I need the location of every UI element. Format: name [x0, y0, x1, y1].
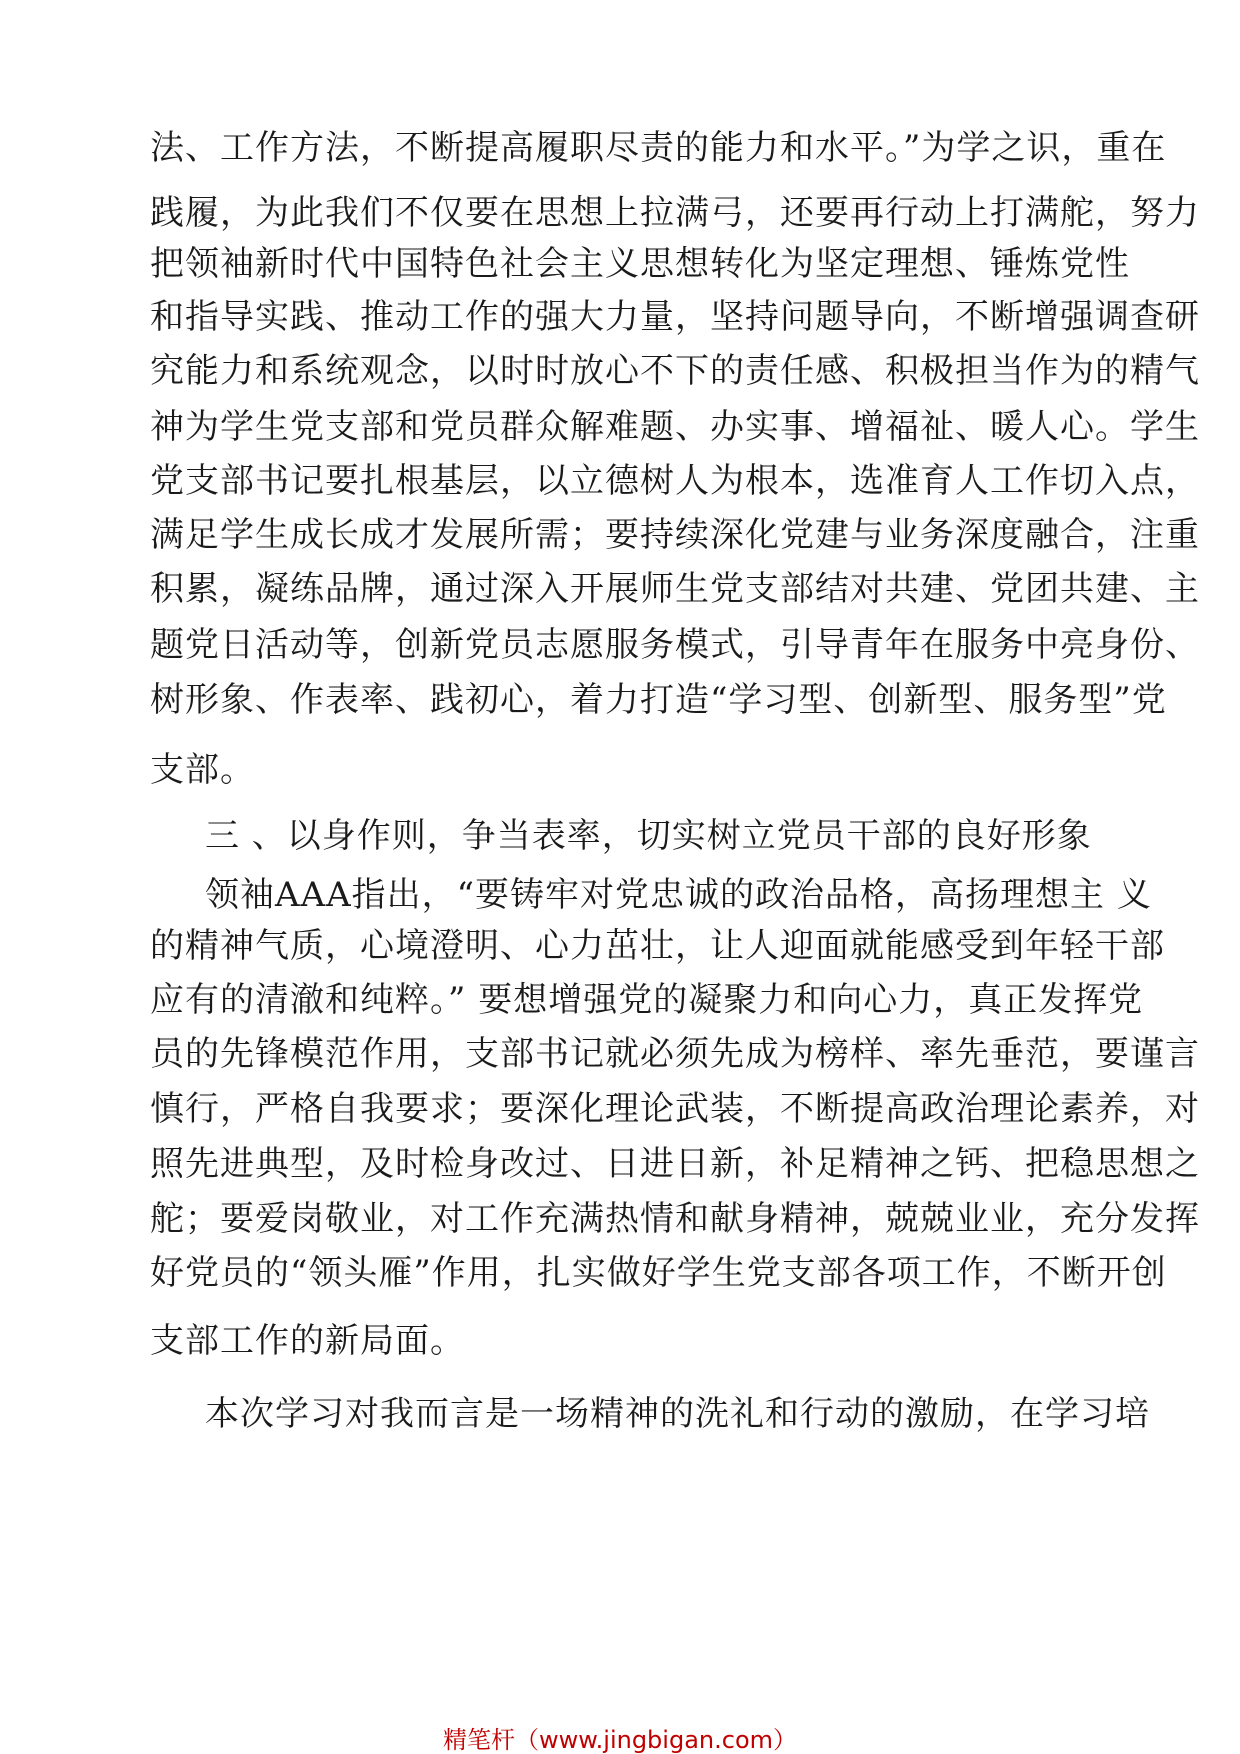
paragraph-line: 满足学生成长成才发展所需；要持续深化党建与业务深度融合，注重 — [150, 515, 1200, 555]
paragraph-line: 照先进典型，及时检身改过、日进日新，补足精神之钙、把稳思想之 — [150, 1144, 1200, 1184]
paragraph-line: 员的先锋模范作用，支部书记就必须先成为榜样、率先垂范，要谨言 — [150, 1034, 1200, 1074]
paragraph-line: 究能力和系统观念，以时时放心不下的责任感、积极担当作为的精气 — [150, 351, 1200, 391]
paragraph-line: 和指导实践、推动工作的强大力量，坚持问题导向，不断增强调查研 — [150, 297, 1200, 337]
paragraph-line: 好党员的“领头雁”作用，扎实做好学生党支部各项工作，不断开创 — [150, 1253, 1167, 1293]
paragraph-line: 应有的清澈和纯粹。” 要想增强党的凝聚力和向心力，真正发挥党 — [150, 980, 1144, 1020]
paragraph-line: 党支部书记要扎根基层，以立德树人为根本，选准育人工作切入点， — [150, 461, 1200, 501]
paragraph-line: 树形象、作表率、践初心，着力打造“学习型、创新型、服务型”党 — [150, 680, 1167, 720]
paragraph-line: 神为学生党支部和党员群众解难题、办实事、增福祉、暖人心。学生 — [150, 407, 1200, 447]
paragraph-line: 本次学习对我而言是一场精神的洗礼和行动的激励，在学习培 — [205, 1394, 1150, 1434]
paragraph-line: 舵；要爱岗敬业，对工作充满热情和献身精神，兢兢业业，充分发挥 — [150, 1199, 1200, 1239]
paragraph-line: 法、工作方法，不断提高履职尽责的能力和水平。”为学之识，重在 — [150, 128, 1167, 168]
paragraph-line: 支部。 — [150, 750, 255, 790]
paragraph-line: 的精神气质，心境澄明、心力茁壮，让人迎面就能感受到年轻干部 — [150, 926, 1165, 966]
paragraph-line: 题党日活动等，创新党员志愿服务模式，引导青年在服务中亮身份、 — [150, 625, 1200, 665]
paragraph-line: 领袖AAA指出，“要铸牢对党忠诚的政治品格，高扬理想主 义 — [205, 875, 1152, 915]
footer-watermark: 精笔杆（www.jingbigan.com） — [442, 1726, 798, 1754]
paragraph-line: 慎行，严格自我要求；要深化理论武装，不断提高政治理论素养，对 — [150, 1089, 1200, 1129]
section-heading: 三 、以身作则，争当表率，切实树立党员干部的良好形象 — [205, 816, 1092, 856]
paragraph-line: 积累，凝练品牌，通过深入开展师生党支部结对共建、党团共建、主 — [150, 569, 1200, 609]
paragraph-line: 践履，为此我们不仅要在思想上拉满弓，还要再行动上打满舵，努力 — [150, 193, 1200, 233]
paragraph-line: 把领袖新时代中国特色社会主义思想转化为坚定理想、锤炼党性 — [150, 244, 1130, 284]
paragraph-line: 支部工作的新局面。 — [150, 1321, 465, 1361]
